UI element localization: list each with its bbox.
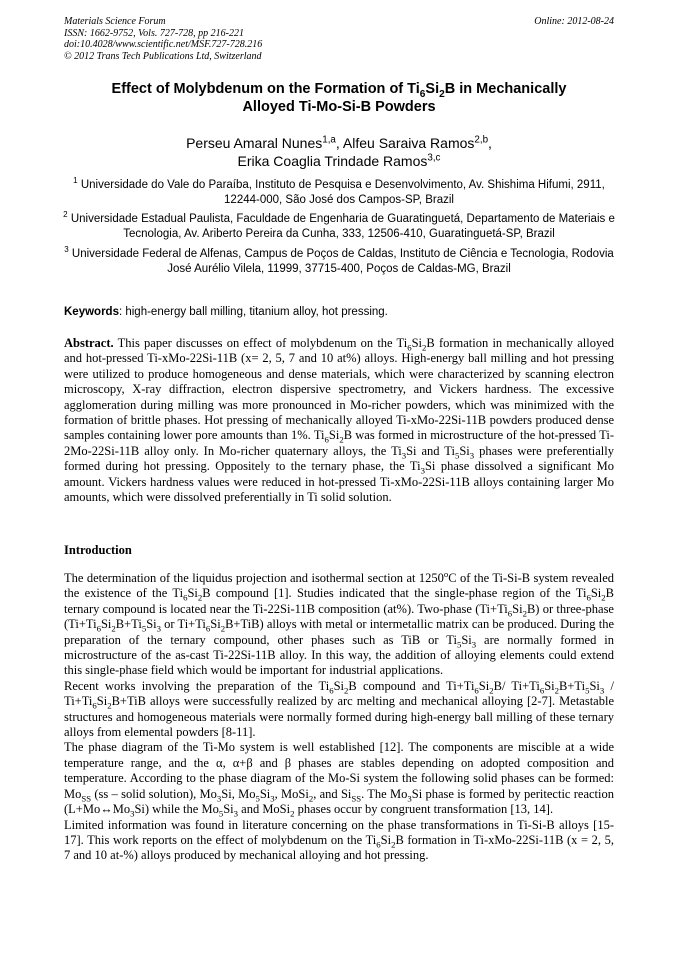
intro-paragraph-4: Limited information was found in literature concerning on the phase transformations in Ti-Si-B alloys [15-17]. This work reports on the effect of molybdenum on the $Ti_6Si_2B$ formation in Ti-xMo-22Si-11B (x = 2, 5, 7 and 10 at-%) alloys produced by mechanical alloying and hot pressing. <box>64 817 614 863</box>
page-header <box>64 16 614 62</box>
affiliation-2: $^2$ Universidade Estadual Paulista, Faculdade de Engenharia de Guaratinguetá, Departamento de Materiais e Tecnologia, Av. Ariberto Pereira da Cunha, 333, 12506-410, Guaratinguetá-SP, Brazil <box>63 210 615 240</box>
journal-name: Materials Science Forum <box>64 16 166 27</box>
author-list: Perseu Amaral Nunes$^{1,a}$, Alfeu Saraiva Ramos$^{2,b}$, Erika Coaglia Trindade Ramos$^{3,c}$ <box>186 134 492 169</box>
intro-paragraph-1: The determination of the liquidus projection and isothermal section at 1250$^o$C of the Ti-Si-B system revealed the existence of the $Ti_6Si_2B$ compound [1]. Studies indicated that the single-phase region of the $Ti_6Si_2B$ ternary compound is located near the Ti-22Si-11B composition (at%). Two-phase $(Ti+Ti_6Si_2B)$ or three-phase ($Ti+Ti_6Si_2B+Ti_5Si_3$ or $Ti+Ti_6Si_2B+TiB$) alloys with metal or intermetallic matrix can be produced. During the preparation of the ternary compound, other phases such as TiB or $Ti_5Si_3$ are normally formed in microstructure of the as-cast Ti-22Si-11B alloy. In this way, the addition of alloying elements could extend this single-phase field which would be important for industrial applications. <box>64 568 614 678</box>
online-date: Online: 2012-08-24 <box>534 16 614 27</box>
paper-title: Effect of Molybdenum on the Formation of $Ti_6Si_2B$ in Mechanically Alloyed Ti-Mo-Si-B Powders <box>111 81 567 115</box>
affiliation-3: $^3$ Universidade Federal de Alfenas, Campus de Poços de Caldas, Instituto de Ciência e Tecnologia, Rodovia José Aurélio Vilela, 11999, 37715-400, Poços de Caldas-MG, Brazil <box>64 245 614 275</box>
keywords: Keywords: high-energy ball milling, titanium alloy, hot pressing. <box>64 306 388 318</box>
copyright-line: © 2012 Trans Tech Publications Ltd, Switzerland <box>64 50 262 62</box>
intro-paragraph-2: Recent works involving the preparation of the $Ti_6Si_2B$ compound and $Ti+Ti_6Si_2B/$ $Ti+Ti_6Si_2B+Ti_5Si_3 / Ti+Ti_6Si_2B+TiB$ alloys were successfully realized by arc melting and mechanical alloying [2-7]. Metastable structures and homogeneous materials were normally formed during high-energy ball milling of these ternary alloys from elemental powders [8-11]. <box>64 678 614 740</box>
abstract: Abstract. This paper discusses on effect of molybdenum on the $Ti_6Si_2B$ formation in mechanically alloyed and hot-pressed Ti-xMo-22Si-11B (x= 2, 5, 7 and 10 at%) alloys. High-energy ball milling and hot pressing were utilized to produce homogeneous and dense materials, which were characterized by scanning electron microscopy, X-ray diffraction, electron dispersive spectrometry, and Vickers hardness. The excessive agglomeration during milling was more pronounced in Mo-richer powders, which was minimized with the formation of brittle phases. Hot pressing of mechanically alloyed Ti-xMo-22Si-11B powders produced dense samples containing lower pore amounts than 1%. $Ti_6Si_2B$ was formed in microstructure of the hot-pressed Ti-2Mo-22Si-11B alloy only. In Mo-richer quaternary alloys, the $Ti_3Si$ and $Ti_5Si_3$ phases were preferentially formed during hot pressing. Oppositely to the ternary phase, the $Ti_3Si$ phase dissolved a significant Mo amount. Vickers hardness values were reduced in hot-pressed Ti-xMo-22Si-11B alloys containing larger Mo amounts, which were dissolved preferentially in Ti solid solution. <box>64 336 614 505</box>
doi-line: doi:10.4028/www.scientific.net/MSF.727-728.216 <box>64 39 263 50</box>
section-heading-introduction: Introduction <box>64 543 132 557</box>
introduction-body <box>64 568 614 864</box>
issn-line: ISSN: 1662-9752, Vols. 727-728, pp 216-221 <box>64 27 244 39</box>
affiliation-1: $^1$ Universidade do Vale do Paraíba, Instituto de Pesquisa e Desenvolvimento, Av. Shishima Hifumi, 2911, 12244-000, São José dos Campos-SP, Brazil <box>73 176 605 206</box>
intro-paragraph-3: The phase diagram of the Ti-Mo system is well established [12]. The components are miscible at a wide temperature range, and the α, α+β and β phases are stables depending on adopted composition and temperature. According to the phase diagram of the Mo-Si system the following solid phases can be formed: $Mo_{SS}$ (ss – solid solution), $Mo_3Si$, $Mo_5Si_3$, MoSi$_2$, and $Si_{SS}$. The $Mo_3Si$ phase is formed by peritectic reaction $(L+Mo\leftrightarrow Mo_3Si)$ while the $Mo_5Si_3$ and MoSi$_2$ phases occur by congruent transformation [13, 14]. <box>64 740 614 819</box>
